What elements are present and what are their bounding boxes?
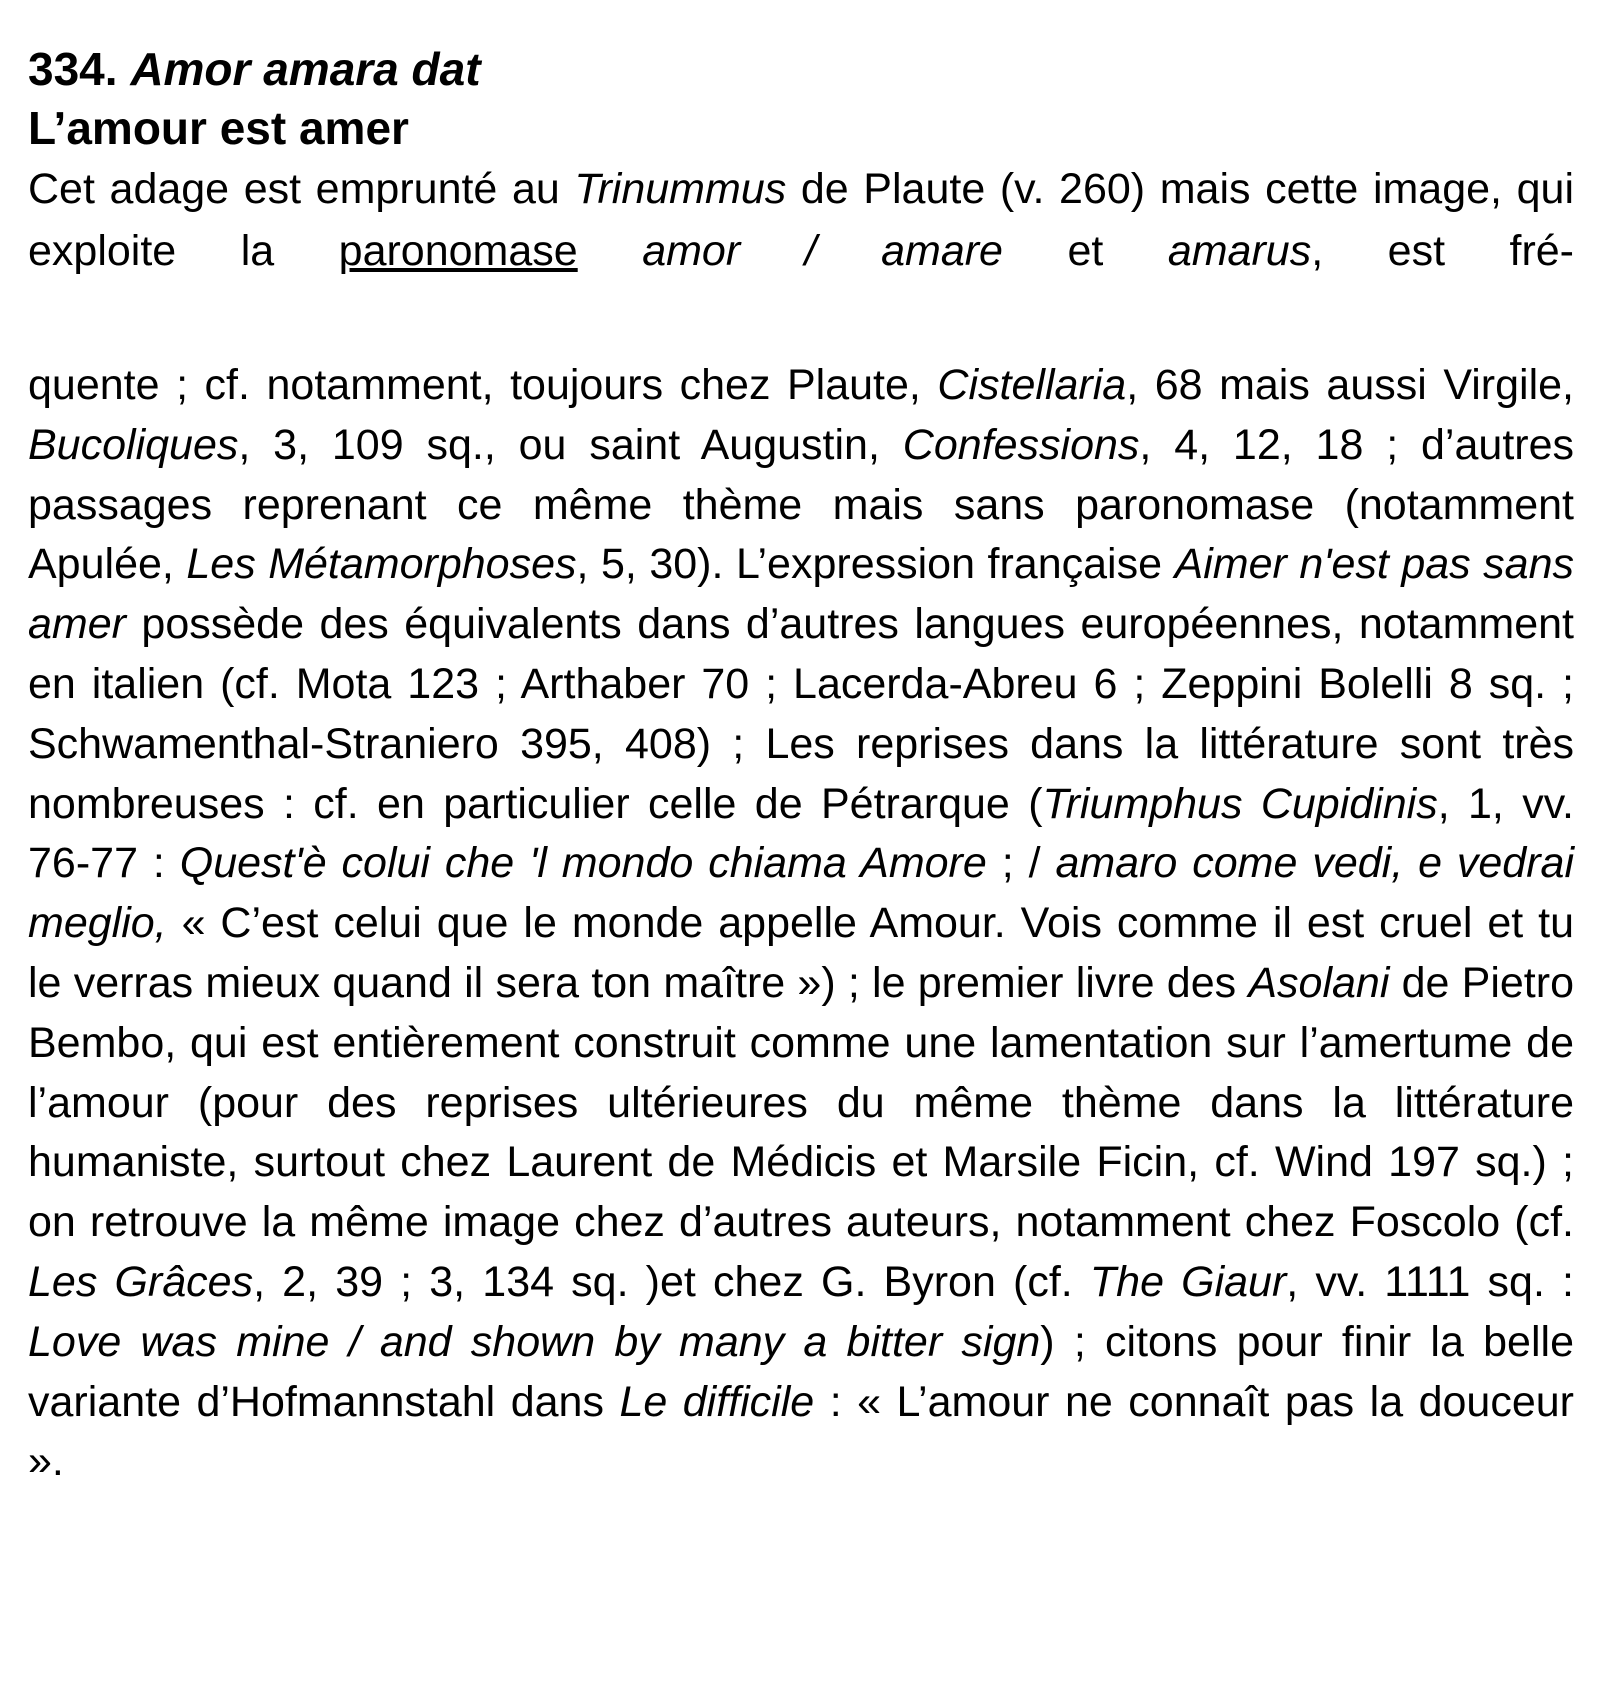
body-text: de Pietro Bembo, qui est entièrement construit comme une lamentation sur l’amertume de l’amour (pour des reprises ultérieures du même thème dans la littérature humaniste, surtout chez Laurent de Médicis et Marsile Ficin, cf. Wind 197 sq.) ; on retrouve la même image chez d’autres auteurs, notamment chez Foscolo (cf. bbox=[28, 958, 1574, 1247]
body-text: , 4, 12, 18 ; d’autres passages reprenant ce même thème mais sans paronomase (notamment Apulée, bbox=[28, 420, 1574, 589]
entry-heading bbox=[28, 40, 1574, 98]
body-text: , 68 mais aussi Virgile, bbox=[1126, 361, 1574, 409]
lead-text: et bbox=[1002, 227, 1168, 275]
body-text: : « L’amour ne connaît pas la douceur ». bbox=[28, 1377, 1574, 1486]
lead-text: de Plaute (v. 260) mais cette image, qui exploite la bbox=[28, 165, 1574, 275]
lead-italic-term: amarus bbox=[1167, 227, 1312, 275]
lead-text: Cet adage est emprunté au bbox=[28, 165, 575, 213]
lead-text: , est fré- bbox=[1311, 227, 1575, 275]
body-italic: Le difficile bbox=[619, 1377, 815, 1426]
body-text: « C’est celui que le monde appelle Amour. Vois comme il est cruel et tu le verras mieux quand il sera ton maître ») ; le premier livre des bbox=[28, 899, 1574, 1007]
body-italic: Love was mine / and shown by many a bitter sign bbox=[28, 1317, 1041, 1366]
body-text: , 5, 30). L’expression française bbox=[576, 540, 1175, 589]
body-text: , 1, vv. 76-77 : bbox=[28, 779, 1574, 888]
lead-italic-title: Trinummus bbox=[574, 165, 787, 213]
body-italic: Aimer n'est pas sans amer bbox=[28, 540, 1574, 649]
body-italic: Les Métamorphoses bbox=[186, 540, 577, 589]
entry-lead-paragraph bbox=[28, 158, 1574, 282]
lead-underlined-term: paronomase bbox=[338, 227, 578, 275]
body-italic: The Giaur bbox=[1089, 1257, 1287, 1306]
body-text: ; / bbox=[986, 839, 1056, 888]
body-text: , 2, 39 ; 3, 134 sq. )et chez G. Byron (cf. bbox=[253, 1257, 1090, 1306]
entry-french-title: L’amour est amer bbox=[28, 102, 409, 154]
body-text: ) ; citons pour finir la belle variante d’Hofmannstahl dans bbox=[28, 1317, 1574, 1426]
body-italic: amaro come vedi, e vedrai meglio, bbox=[28, 839, 1575, 948]
lead-italic-term: amor / amare bbox=[642, 227, 1003, 275]
body-text: quente ; cf. notamment, toujours chez Plaute, bbox=[28, 361, 938, 409]
entry-number: 334. bbox=[28, 43, 118, 95]
entry-body-paragraph bbox=[28, 356, 1574, 1492]
body-italic: Les Grâces bbox=[28, 1257, 254, 1306]
body-text: , 3, 109 sq., ou saint Augustin, bbox=[238, 420, 903, 469]
body-italic: Triumphus Cupidinis bbox=[1042, 779, 1438, 828]
body-italic: Bucoliques bbox=[28, 420, 239, 469]
document-page bbox=[28, 40, 1574, 1492]
body-text: , vv. 1111 sq. : bbox=[1286, 1257, 1574, 1306]
body-text: possède des équivalents dans d’autres langues européennes, notamment en italien (cf. Mota 123 ; Arthaber 70 ; Lacerda-Abreu 6 ; Zeppini Bolelli 8 sq. ; Schwamenthal-Straniero 395, 408) ; Les reprises dans la littérature sont très nombreuses : cf. en particulier celle de Pétrarque ( bbox=[28, 600, 1574, 828]
lead-text bbox=[578, 227, 643, 275]
body-italic: Asolani bbox=[1248, 958, 1390, 1007]
entry-latin-title: Amor amara dat bbox=[130, 43, 481, 95]
body-italic: Cistellaria bbox=[937, 361, 1127, 409]
body-italic: Confessions bbox=[902, 420, 1140, 469]
body-italic: Quest'è colui che 'l mondo chiama Amore bbox=[179, 839, 987, 888]
